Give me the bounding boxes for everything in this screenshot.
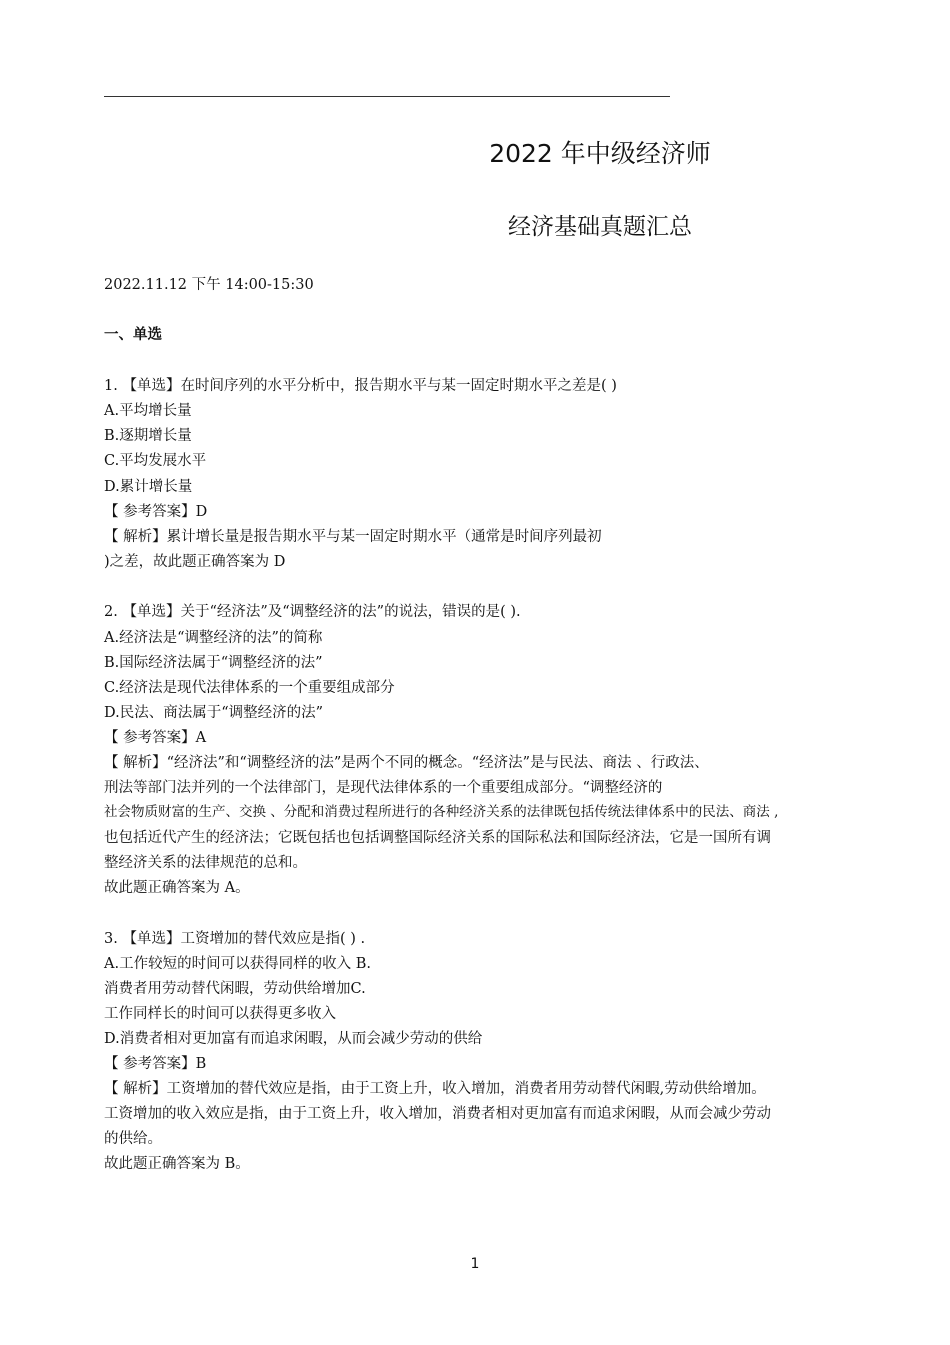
question-3-option-b: 消费者用劳动替代闲暇，劳动供给增加C. (104, 981, 366, 997)
question-1-option-a: A.平均增长量 (104, 403, 192, 419)
question-3-option-a: A.工作较短的时间可以获得同样的收入 B. (104, 956, 371, 972)
question-2-explanation: 【 解析】“经济法”和“调整经济的法”是两个不同的概念。“经济法”是与民法、商法 、行政法、 (104, 755, 709, 771)
question-3-option-c: 工作同样长的时间可以获得更多收入 (104, 1006, 336, 1022)
question-2-explanation-cont: 整经济关系的法律规范的总和。 (104, 855, 307, 871)
question-2-explanation-cont: 社会物质财富的生产、交换 、分配和消费过程所进行的各种经济关系的法律既包括传统法律体系中的民法、商法 , (104, 804, 779, 820)
question-1-explanation: 【 解析】累计增长量是报告期水平与某一固定时期水平（通常是时间序列最初 (104, 529, 602, 545)
document-title: 2022 年中级经济师 (489, 139, 711, 168)
question-1-explanation-cont: )之差，故此题正确答案为 D (104, 554, 286, 570)
question-2-option-c: C.经济法是现代法律体系的一个重要组成部分 (104, 680, 395, 696)
question-2-answer: 【 参考答案】A (104, 730, 207, 746)
page-number: 1 (470, 1256, 480, 1272)
question-3-explanation-cont: 工资增加的收入效应是指，由于工资上升，收入增加，消费者相对更加富有而追求闲暇，从而会减少劳动 (104, 1106, 771, 1122)
question-1-option-b: B.逐期增长量 (104, 428, 192, 444)
question-3-explanation: 【 解析】工资增加的替代效应是指，由于工资上升，收入增加，消费者用劳动替代闲暇,劳动供给增加。 (104, 1081, 766, 1097)
question-2-stem: 2. 【单选】关于“经济法”及“调整经济的法”的说法，错误的是( ). (104, 604, 521, 620)
question-1-option-c: C.平均发展水平 (104, 453, 207, 469)
document-subtitle: 经济基础真题汇总 (508, 214, 692, 240)
question-3-stem: 3. 【单选】工资增加的替代效应是指( ) . (104, 931, 366, 947)
question-2-explanation-cont: 也包括近代产生的经济法；它既包括也包括调整国际经济关系的国际私法和国际经济法，它是一国所有调 (104, 830, 771, 846)
question-2-explanation-cont: 刑法等部门法并列的一个法律部门，是现代法律体系的一个重要组成部分。“调整经济的 (104, 780, 663, 796)
section-heading: 一、单选 (104, 326, 162, 343)
question-3-option-d: D.消费者相对更加富有而追求闲暇，从而会减少劳动的供给 (104, 1031, 483, 1047)
header-rule (104, 96, 670, 97)
question-2-option-d: D.民法、商法属于“调整经济的法” (104, 705, 324, 721)
question-2-option-b: B.国际经济法属于“调整经济的法” (104, 655, 323, 671)
question-1-answer: 【 参考答案】D (104, 504, 208, 520)
question-1-option-d: D.累计增长量 (104, 479, 193, 495)
question-3-answer: 【 参考答案】B (104, 1056, 207, 1072)
question-3-explanation-cont: 的供给。 (104, 1131, 162, 1147)
question-1-stem: 1. 【单选】在时间序列的水平分析中，报告期水平与某一固定时期水平之差是( ) (104, 378, 617, 394)
question-3-conclusion: 故此题正确答案为 B。 (104, 1156, 250, 1172)
question-2-conclusion: 故此题正确答案为 A。 (104, 880, 250, 896)
question-2-option-a: A.经济法是“调整经济的法”的简称 (104, 630, 323, 646)
exam-date-line: 2022.11.12 下午 14:00-15:30 (104, 277, 314, 293)
